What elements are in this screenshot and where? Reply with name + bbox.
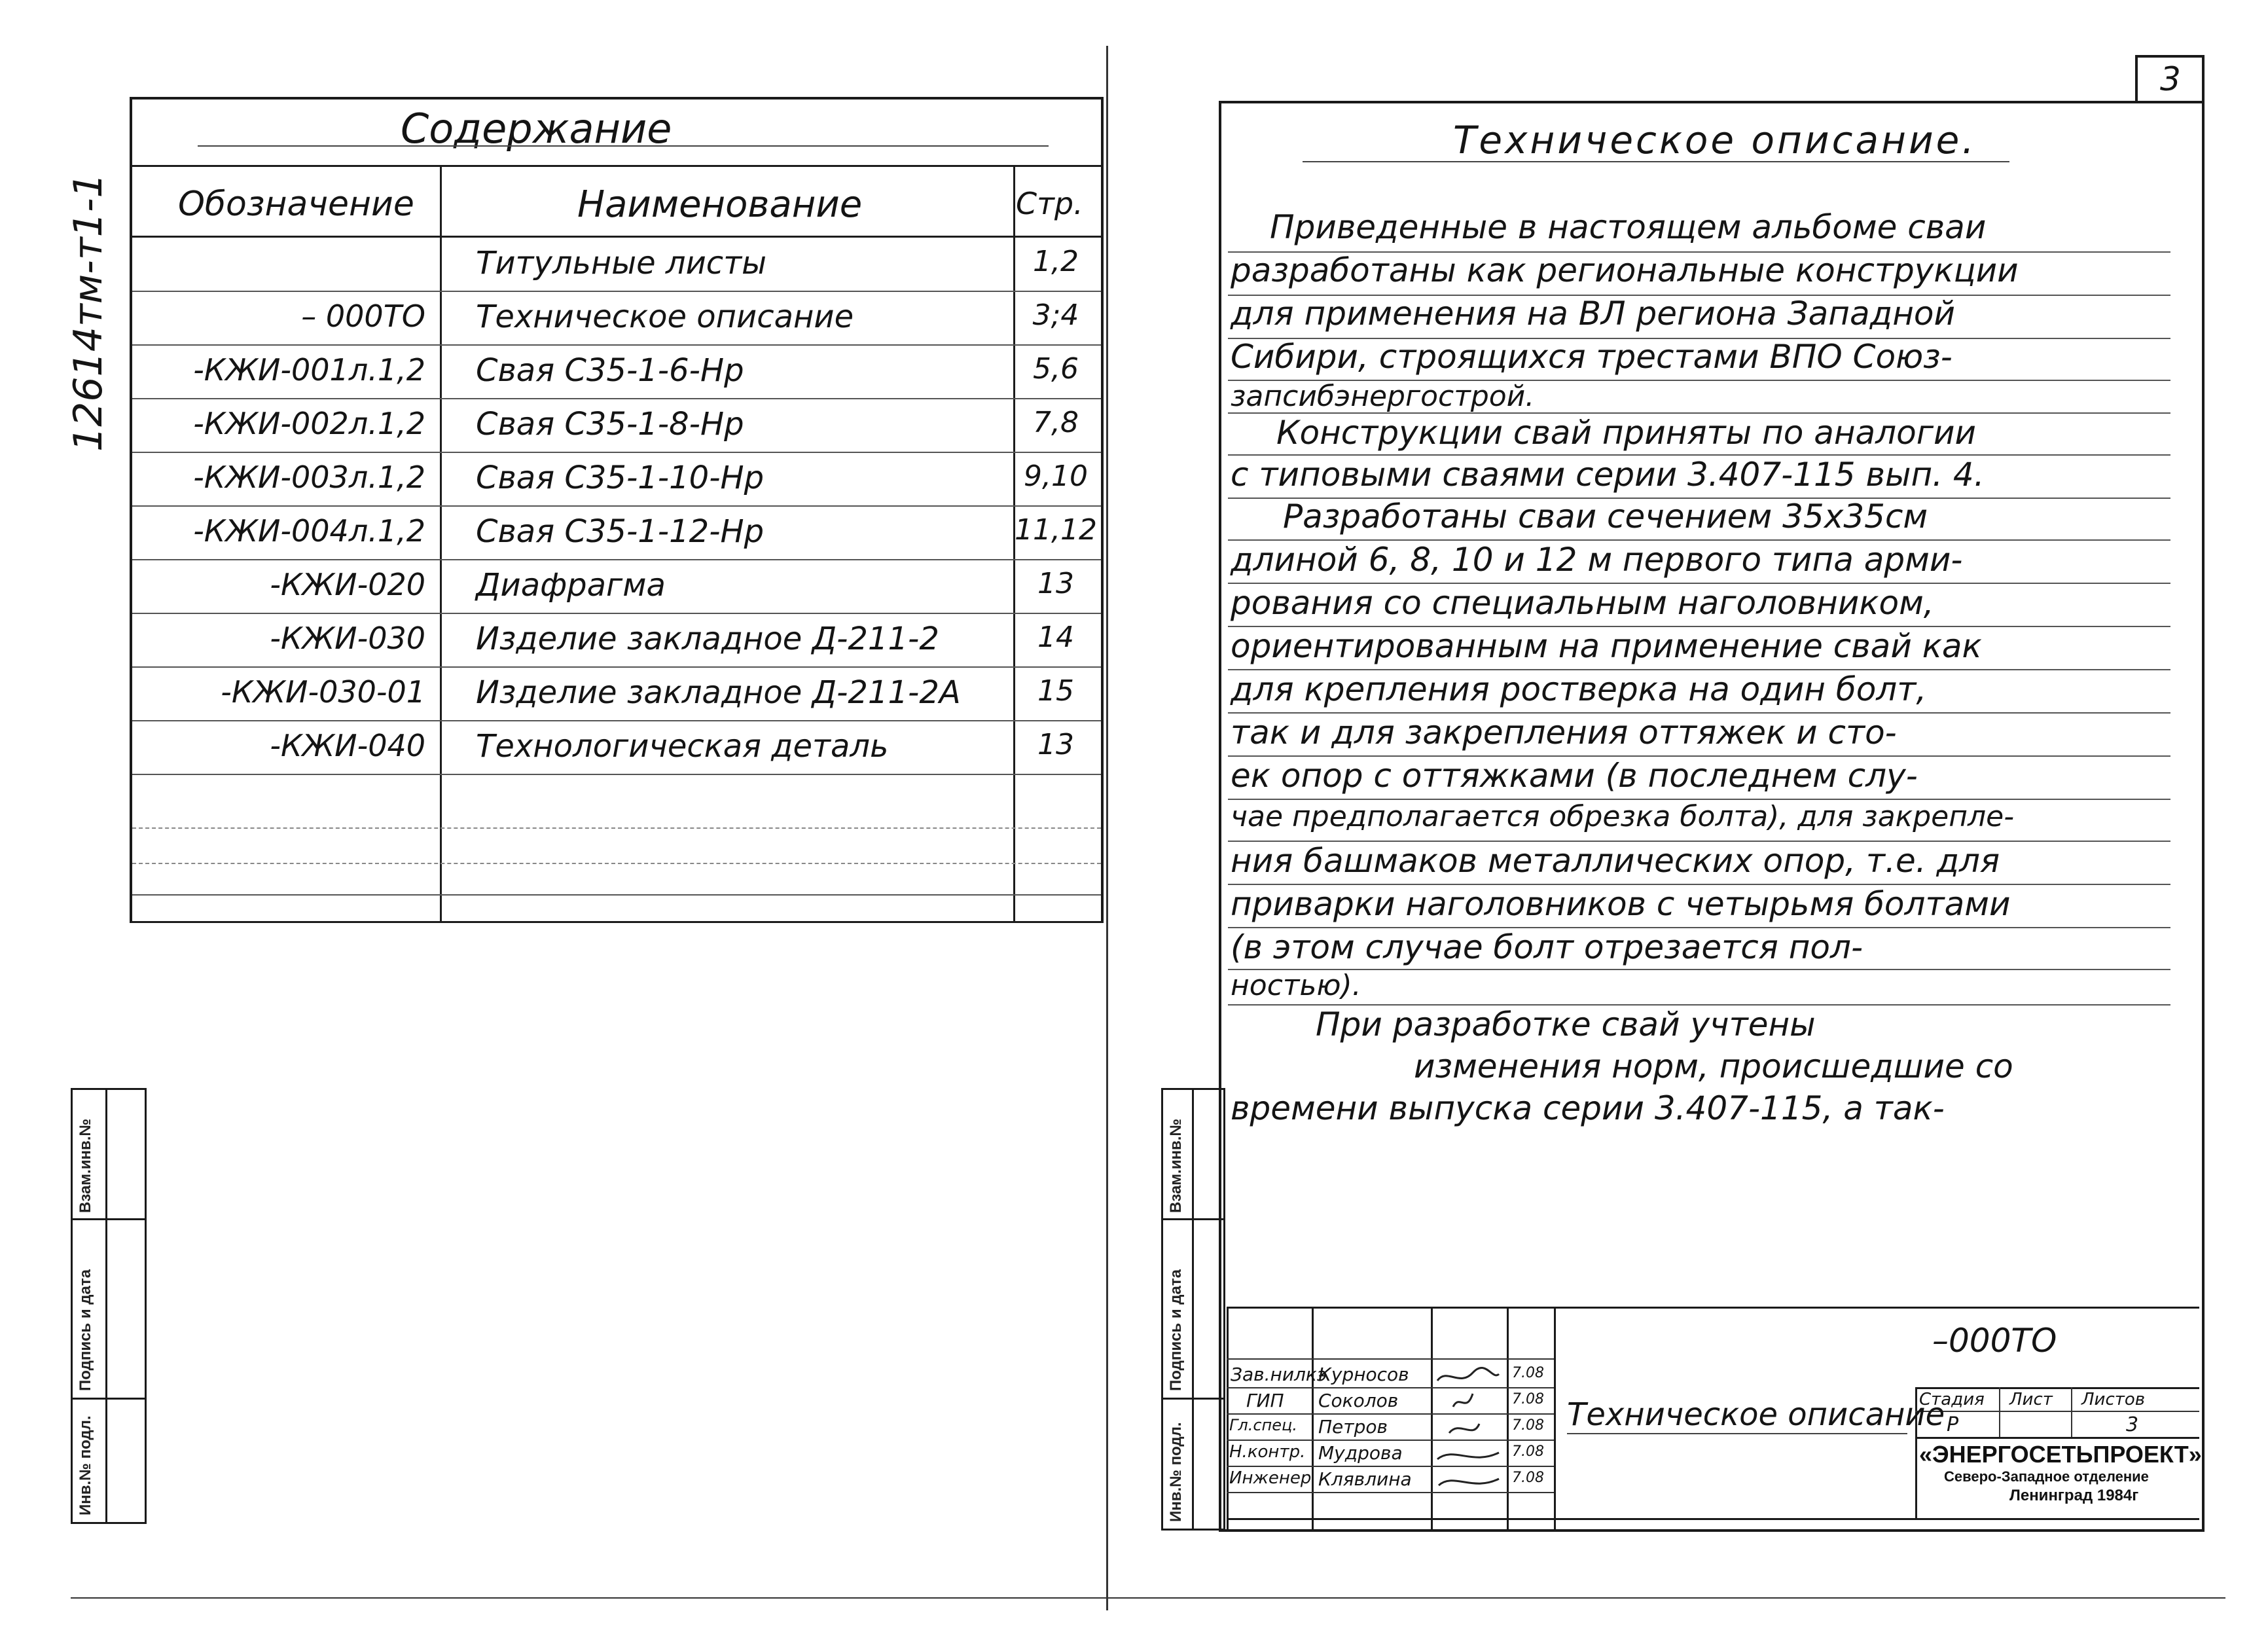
toc-row bbox=[132, 292, 1101, 346]
toc-row bbox=[132, 399, 1101, 453]
description-line: Разработаны сваи сечением 35х35см bbox=[1283, 498, 1928, 535]
toc-row bbox=[132, 721, 1101, 775]
description-line: ек опор с оттяжками (в последнем слу- bbox=[1231, 757, 1918, 795]
toc-name: Титульные листы bbox=[476, 245, 767, 281]
toc-code: -КЖИ-020 bbox=[270, 567, 425, 602]
header-designation: Обозначение bbox=[178, 185, 414, 224]
toc-row bbox=[132, 668, 1101, 721]
side-stamp-label: Взам.инв.№ bbox=[77, 1118, 94, 1213]
toc-page: 1,2 bbox=[1033, 245, 1079, 278]
staff-name: Курносов bbox=[1318, 1364, 1409, 1385]
left-side-stamp bbox=[71, 1088, 147, 1524]
staff-date: 7.08 bbox=[1512, 1365, 1544, 1381]
description-line: разработаны как региональные конструкции bbox=[1231, 251, 2019, 289]
toc-row bbox=[132, 453, 1101, 507]
description-line: изменения норм, происшедшие со bbox=[1414, 1047, 2013, 1085]
header-page: Стр. bbox=[1016, 186, 1083, 221]
organization-city-year: Ленинград 1984г bbox=[2009, 1487, 2139, 1504]
description-line: Конструкции свай приняты по аналогии bbox=[1276, 414, 1976, 452]
toc-code: -КЖИ-030 bbox=[270, 621, 425, 656]
side-stamp-label: Подпись и дата bbox=[1167, 1269, 1185, 1391]
contents-title: Содержание bbox=[401, 105, 672, 153]
staff-name: Соколов bbox=[1318, 1390, 1399, 1411]
toc-page: 7,8 bbox=[1033, 406, 1079, 439]
stage-label: Стадия bbox=[1919, 1390, 1985, 1409]
sheet-label: Лист bbox=[2009, 1390, 2053, 1409]
toc-name: Технологическая деталь bbox=[476, 728, 889, 765]
signature-marks bbox=[1433, 1361, 1504, 1515]
staff-date: 7.08 bbox=[1512, 1417, 1544, 1434]
toc-code: -КЖИ-004л.1,2 bbox=[193, 513, 425, 549]
toc-page: 9,10 bbox=[1024, 460, 1088, 493]
right-side-stamp bbox=[1161, 1088, 1225, 1531]
toc-name: Диафрагма bbox=[476, 567, 666, 604]
description-line: для применения на ВЛ региона Западной bbox=[1231, 295, 1955, 333]
staff-role: Гл.спец. bbox=[1229, 1416, 1297, 1434]
toc-code: -КЖИ-040 bbox=[270, 728, 425, 763]
side-stamp-label: Подпись и дата bbox=[77, 1269, 94, 1391]
sheet-number-box bbox=[2135, 55, 2205, 103]
staff-date: 7.08 bbox=[1512, 1391, 1544, 1407]
description-line: так и для закрепления оттяжек и сто- bbox=[1231, 714, 1897, 752]
toc-code: -КЖИ-030-01 bbox=[221, 674, 425, 710]
staff-role: Инженер bbox=[1229, 1468, 1312, 1488]
stage-value: Р bbox=[1947, 1413, 1959, 1436]
description-line: ориентированным на применение свай как bbox=[1231, 627, 1982, 665]
description-line: для крепления ростверка на один болт, bbox=[1231, 670, 1927, 708]
description-line: (в этом случае болт отрезается пол- bbox=[1231, 928, 1863, 966]
sheet-number: 3 bbox=[2160, 60, 2181, 98]
toc-name: Техническое описание bbox=[476, 299, 854, 335]
toc-page: 15 bbox=[1037, 674, 1074, 708]
staff-date: 7.08 bbox=[1512, 1470, 1544, 1486]
staff-role: Зав.нилкэ bbox=[1231, 1364, 1327, 1385]
staff-name: Петров bbox=[1318, 1416, 1388, 1438]
toc-row bbox=[132, 560, 1101, 614]
description-line: При разработке свай учтены bbox=[1316, 1006, 1816, 1043]
toc-name: Изделие закладное Д-211-2А bbox=[476, 674, 961, 711]
sheets-label: Листов bbox=[2081, 1390, 2146, 1409]
toc-code: – 000ТО bbox=[301, 299, 425, 334]
side-stamp-label: Взам.инв.№ bbox=[1167, 1118, 1185, 1213]
description-line: времени выпуска серии 3.407-115, а так- bbox=[1231, 1089, 1945, 1127]
staff-name: Клявлина bbox=[1318, 1468, 1412, 1490]
toc-name: Свая С35-1-10-Нр bbox=[476, 460, 765, 496]
toc-page: 3;4 bbox=[1032, 299, 1079, 332]
toc-code: -КЖИ-002л.1,2 bbox=[193, 406, 425, 441]
title-block-doc-code: –000ТО bbox=[1932, 1322, 2057, 1360]
header-name: Наименование bbox=[577, 183, 863, 226]
toc-name: Изделие закладное Д-211-2 bbox=[476, 621, 939, 657]
description-line: рования со специальным наголовником, bbox=[1231, 584, 1934, 622]
toc-row bbox=[132, 507, 1101, 560]
toc-page: 11,12 bbox=[1015, 513, 1097, 547]
toc-row bbox=[132, 614, 1101, 668]
vertical-document-code: 12614тм-т1-1 bbox=[65, 173, 111, 452]
toc-page: 13 bbox=[1037, 728, 1074, 761]
sheets-value: 3 bbox=[2126, 1413, 2139, 1436]
toc-page: 5,6 bbox=[1033, 352, 1079, 386]
description-line: приварки наголовников с четырьмя болтами bbox=[1231, 885, 2011, 923]
description-line: длиной 6, 8, 10 и 12 м первого типа арми- bbox=[1231, 541, 1963, 579]
description-line: запсибэнергострой. bbox=[1231, 380, 1535, 413]
toc-name: Свая С35-1-6-Нр bbox=[476, 352, 744, 389]
toc-code: -КЖИ-003л.1,2 bbox=[193, 460, 425, 495]
organization-name: «ЭНЕРГОСЕТЬПРОЕКТ» bbox=[1919, 1441, 2202, 1468]
description-line: чае предполагается обрезка болта), для закрепле- bbox=[1231, 800, 2015, 833]
contents-sheet bbox=[130, 97, 1104, 923]
toc-page: 13 bbox=[1037, 567, 1074, 600]
title-block-doc-title: Техническое описание bbox=[1567, 1396, 1945, 1433]
side-stamp-label: Инв.№ подл. bbox=[1167, 1422, 1185, 1522]
description-line: с типовыми сваями серии 3.407-115 вып. 4. bbox=[1231, 456, 1985, 494]
description-title: Техническое описание. bbox=[1453, 118, 1977, 162]
description-line: Приведенные в настоящем альбоме сваи bbox=[1270, 208, 1987, 246]
description-line: ния башмаков металлических опор, т.е. для bbox=[1231, 842, 2000, 880]
staff-role: Н.контр. bbox=[1229, 1442, 1306, 1462]
toc-row bbox=[132, 346, 1101, 399]
organization-branch: Северо-Западное отделение bbox=[1944, 1468, 2149, 1485]
side-stamp-label: Инв.№ подл. bbox=[77, 1415, 94, 1515]
staff-date: 7.08 bbox=[1512, 1443, 1544, 1460]
staff-role: ГИП bbox=[1246, 1390, 1284, 1411]
toc-name: Свая С35-1-8-Нр bbox=[476, 406, 744, 443]
toc-row bbox=[132, 238, 1101, 292]
toc-page: 14 bbox=[1037, 621, 1074, 654]
toc-name: Свая С35-1-12-Нр bbox=[476, 513, 765, 550]
description-line: ностью). bbox=[1231, 969, 1361, 1002]
toc-code: -КЖИ-001л.1,2 bbox=[193, 352, 425, 388]
staff-name: Мудрова bbox=[1318, 1442, 1403, 1464]
description-line: Сибири, строящихся трестами ВПО Союз- bbox=[1231, 338, 1953, 376]
title-block bbox=[1227, 1307, 2202, 1531]
